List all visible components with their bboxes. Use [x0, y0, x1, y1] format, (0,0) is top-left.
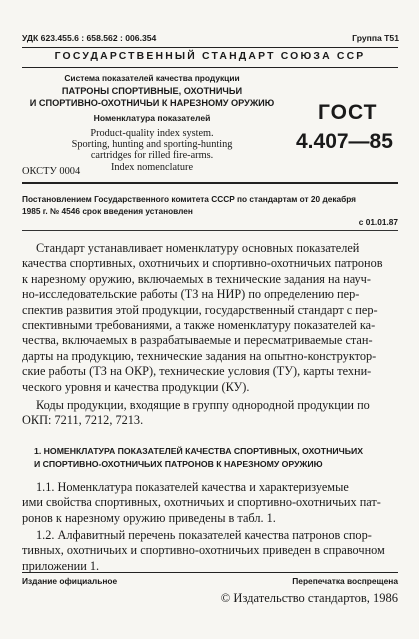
section-heading-line: 1. НОМЕНКЛАТУРА ПОКАЗАТЕЛЕЙ КАЧЕСТВА СПОРТИВНЫХ, ОХОТНИЧЬИХ — [34, 446, 364, 456]
decree-text — [22, 194, 398, 217]
date-underline — [22, 230, 398, 231]
reprint-prohibited: Перепечатка воспрещена — [292, 576, 398, 586]
nomenclature-subtitle: Номенклатура показателей — [93, 113, 211, 123]
system-line: Система показателей качества продукции — [64, 73, 240, 83]
intro-line: чества, включаемых в разрабатываемые и пересматриваемые стан- — [22, 333, 373, 348]
p11-line: ими свойства спортивных, охотничьих и спортивно-охотничьих пат- — [22, 495, 381, 510]
top-rule-2 — [22, 67, 398, 68]
intro-line: спективными требованиями, а также номенклатуру показателей ка- — [22, 318, 376, 333]
product-codes-paragraph — [22, 398, 398, 429]
paragraph-1-1 — [22, 480, 398, 526]
intro-line: дарты на продукцию, технические задания на опытно-конструктор- — [22, 348, 377, 363]
codes-line: Коды продукции, входящие в группу однородной продукции по — [36, 398, 370, 412]
p12-line: тивных, охотничьих и спортивно-охотничьих приведен в справочном — [22, 543, 385, 558]
intro-line: к нарезному оружию, включаемых в технические задания на науч- — [22, 271, 371, 286]
intro-line: ские работы (ТЗ на ОКР), технические условия (ТУ), карты техни- — [22, 364, 372, 379]
product-title-line-1: ПАТРОНЫ СПОРТИВНЫЕ, ОХОТНИЧЬИ — [61, 86, 243, 96]
section-heading-line: И СПОРТИВНО-ОХОТНИЧЬИХ ПАТРОНОВ К НАРЕЗНОМУ ОРУЖИЮ — [34, 459, 323, 469]
gost-number: 4.407—85 — [296, 130, 393, 153]
copyright: © Издательство стандартов, 1986 — [220, 591, 398, 605]
paragraph-1-2 — [22, 528, 398, 574]
intro-line: спектив развития этой продукции, государственный стандарт с пер- — [22, 302, 378, 317]
title-block — [22, 72, 282, 173]
standard-title: ГОСУДАРСТВЕННЫЙ СТАНДАРТ СОЮЗА ССР — [54, 51, 366, 62]
product-title-line-2: И СПОРТИВНО-ОХОТНИЧЬИ К НАРЕЗНОМУ ОРУЖИЮ — [29, 97, 275, 108]
effective-date: с 01.01.87 — [358, 217, 398, 227]
english-title-line: cartridges for rilled fire-arms. — [90, 150, 214, 162]
top-rule-1 — [22, 47, 398, 48]
intro-line: ческого уровня и качества продукции (КУ). — [22, 379, 250, 394]
footer-rule — [22, 572, 398, 573]
codes-line: ОКП: 7211, 7212, 7213. — [22, 413, 144, 428]
decree-line: 1985 г. № 4546 срок введения установлен — [22, 205, 193, 216]
intro-line: качества спортивных, охотничьих и спортивно-охотничьих патронов — [22, 256, 383, 271]
gost-label: ГОСТ — [318, 101, 378, 124]
okstu-code: ОКСТУ 0004 — [22, 166, 81, 177]
p11-line: ронов к нарезному оружию приведены в табл. 1. — [22, 510, 276, 525]
official-edition: Издание официальное — [22, 576, 118, 586]
intro-line: но-исследовательские работы (ТЗ на НИР) по определению пер- — [22, 287, 360, 302]
p12-line: приложении 1. — [22, 558, 100, 573]
decree-line: Постановлением Государственного комитета СССР по стандартам от 20 декабря — [22, 194, 357, 204]
decree-rule — [22, 182, 398, 184]
section-heading — [22, 445, 398, 471]
intro-paragraph — [22, 241, 398, 395]
english-title-line: Index nomenclature — [110, 161, 194, 173]
intro-line: Стандарт устанавливает номенклатуру основных показателей — [36, 241, 360, 255]
english-title-line: Sporting, hunting and sporting-hunting — [71, 139, 233, 151]
p12-line: 1.2. Алфавитный перечень показателей качества патронов спор- — [36, 528, 372, 542]
p11-line: 1.1. Номенклатура показателей качества и характеризуемые — [36, 480, 349, 494]
english-title-line: Product-quality index system. — [90, 128, 214, 139]
group-code: Группа Т51 — [352, 33, 399, 43]
udk-code: УДК 623.455.6 : 658.562 : 006.354 — [22, 33, 157, 43]
